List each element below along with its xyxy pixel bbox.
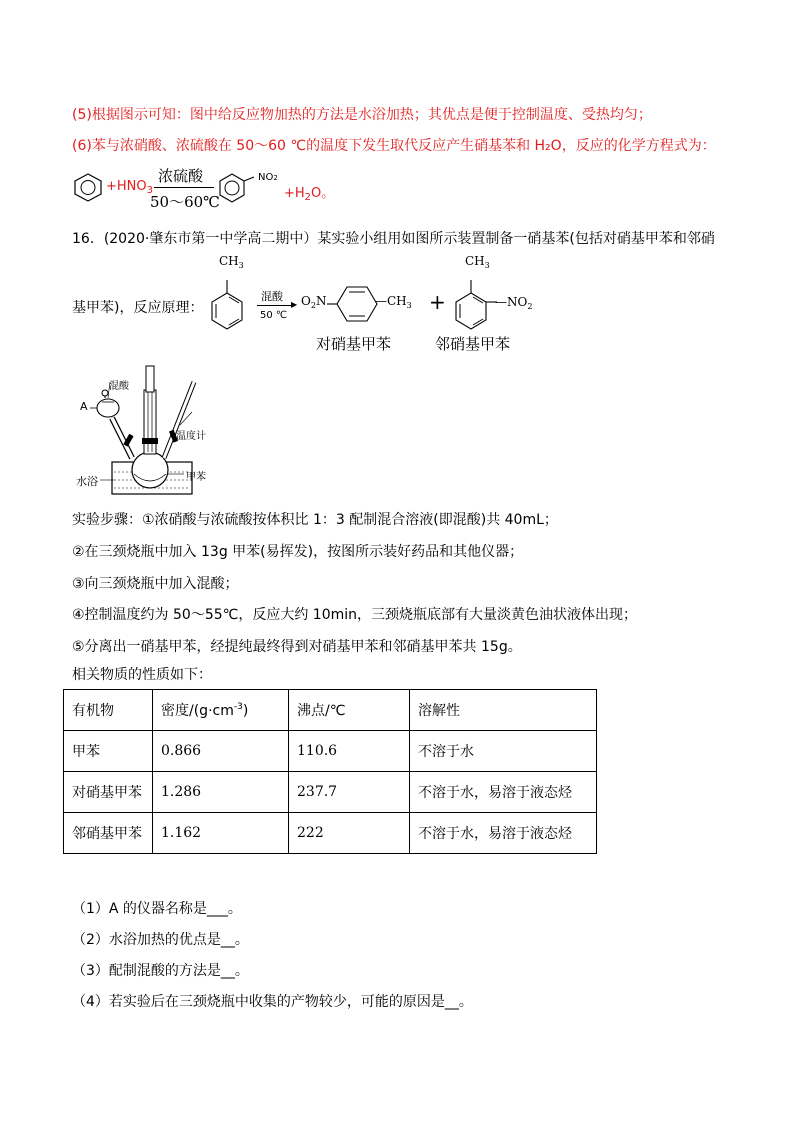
table-cell: 110.6 <box>289 731 410 772</box>
answer-5: (5)根据图示可知：图中给反应物加热的方法是水浴加热；其优点是便于控制温度、受热均匀； <box>72 107 652 123</box>
table-intro: 相关物质的性质如下： <box>72 667 212 683</box>
q16-stem-line2: 基甲苯)，反应原理： <box>72 300 204 316</box>
para-ch3: $—CH_3$ <box>375 294 412 310</box>
label-thermometer: 温度计 <box>176 431 206 442</box>
q16-stem-line1: 16．(2020·肇东市第一中学高二期中）某实验小组用如图所示装置制备一硝基苯(包括对硝基甲苯和邻硝 <box>72 231 715 247</box>
table-row <box>64 813 597 854</box>
label-a: A <box>80 400 88 413</box>
step-4: ④控制温度约为 50～55℃，反应大约 10min，三颈烧瓶底部有大量淡黄色油状液体出现； <box>72 607 638 623</box>
three-neck-flask-apparatus-icon <box>72 362 252 502</box>
sub-question-3: （3）配制混酸的方法是__。 <box>72 963 249 979</box>
ortho-ch3: $CH_3$ <box>465 254 490 270</box>
table-row <box>64 731 597 772</box>
eq-water: $+H_2O$。 <box>284 186 335 203</box>
toluene-ch3: $CH_3$ <box>219 254 244 270</box>
eq-no2: NO2 <box>258 172 278 183</box>
properties-table <box>63 689 597 854</box>
sub-question-1: （1）A 的仪器名称是___。 <box>72 901 242 917</box>
table-cell: 237.7 <box>289 772 410 813</box>
table-cell: 1.286 <box>153 772 289 813</box>
table-cell: 不溶于水，易溶于液态烃 <box>410 772 597 813</box>
reagent-bottom: 50 ℃ <box>260 310 288 321</box>
sub-question-4: （4）若实验后在三颈烧瓶中收集的产物较少，可能的原因是__。 <box>72 994 473 1010</box>
ortho-no2: $—NO_2$ <box>495 295 533 311</box>
table-cell: 不溶于水 <box>410 731 597 772</box>
eq-condition-bottom: 50～60℃ <box>150 193 220 211</box>
reagent-top: 混酸 <box>261 290 283 303</box>
reaction-arrow <box>257 305 293 306</box>
reaction-scheme <box>205 250 545 360</box>
table-cell: 不溶于水，易溶于液态烃 <box>410 813 597 854</box>
arrow-head-icon: ▶ <box>291 300 298 309</box>
label-ortho: 邻硝基甲苯 <box>435 335 511 353</box>
table-cell: 对硝基甲苯 <box>64 772 153 813</box>
table-cell: 0.866 <box>153 731 289 772</box>
answer-6: (6)苯与浓硝酸、浓硫酸在 50～60 ℃的温度下发生取代反应产生硝基苯和 H₂O，反应的化学方程式为： <box>72 138 716 154</box>
table-header: 有机物 <box>64 690 153 731</box>
sub-question-2: （2）水浴加热的优点是__。 <box>72 932 249 948</box>
eq-hno3: $+HNO_3$ <box>106 179 153 196</box>
eq-arrow-line <box>154 187 214 188</box>
table-row <box>64 772 597 813</box>
toluene-ring-icon <box>207 260 247 340</box>
table-cell: 222 <box>289 813 410 854</box>
step-2: ②在三颈烧瓶中加入 13g 甲苯(易挥发)，按图所示装好药品和其他仪器； <box>72 544 524 560</box>
ortho-nitrotoluene-ring-icon <box>451 260 497 340</box>
step-1: 实验步骤：①浓硝酸与浓硫酸按体积比 1：3 配制混合溶液(即混酸)共 40mL； <box>72 512 558 528</box>
nitrobenzene-ring-icon <box>218 168 258 208</box>
table-header-row <box>64 690 597 731</box>
table-header: 密度$/(g\cdot cm^{-3})$ <box>153 690 289 731</box>
para-o2n: $O_2N$ <box>301 294 327 310</box>
label-water-bath: 水浴 <box>76 475 98 488</box>
label-mixed-acid: 混酸 <box>109 381 129 392</box>
plus-sign: + <box>429 290 446 314</box>
table-header: 沸点/℃ <box>289 690 410 731</box>
nitration-equation <box>72 160 372 215</box>
step-3: ③向三颈烧瓶中加入混酸； <box>72 576 239 592</box>
eq-condition-top: 浓硫酸 <box>158 167 204 185</box>
label-toluene: 甲苯 <box>186 472 206 483</box>
apparatus-diagram <box>72 362 252 502</box>
benzene-ring-icon <box>72 172 104 202</box>
table-cell: 1.162 <box>153 813 289 854</box>
table-header: 溶解性 <box>410 690 597 731</box>
step-5: ⑤分离出一硝基甲苯，经提纯最终得到对硝基甲苯和邻硝基甲苯共 15g。 <box>72 639 522 655</box>
label-para: 对硝基甲苯 <box>316 335 392 353</box>
table-cell: 甲苯 <box>64 731 153 772</box>
table-cell: 邻硝基甲苯 <box>64 813 153 854</box>
